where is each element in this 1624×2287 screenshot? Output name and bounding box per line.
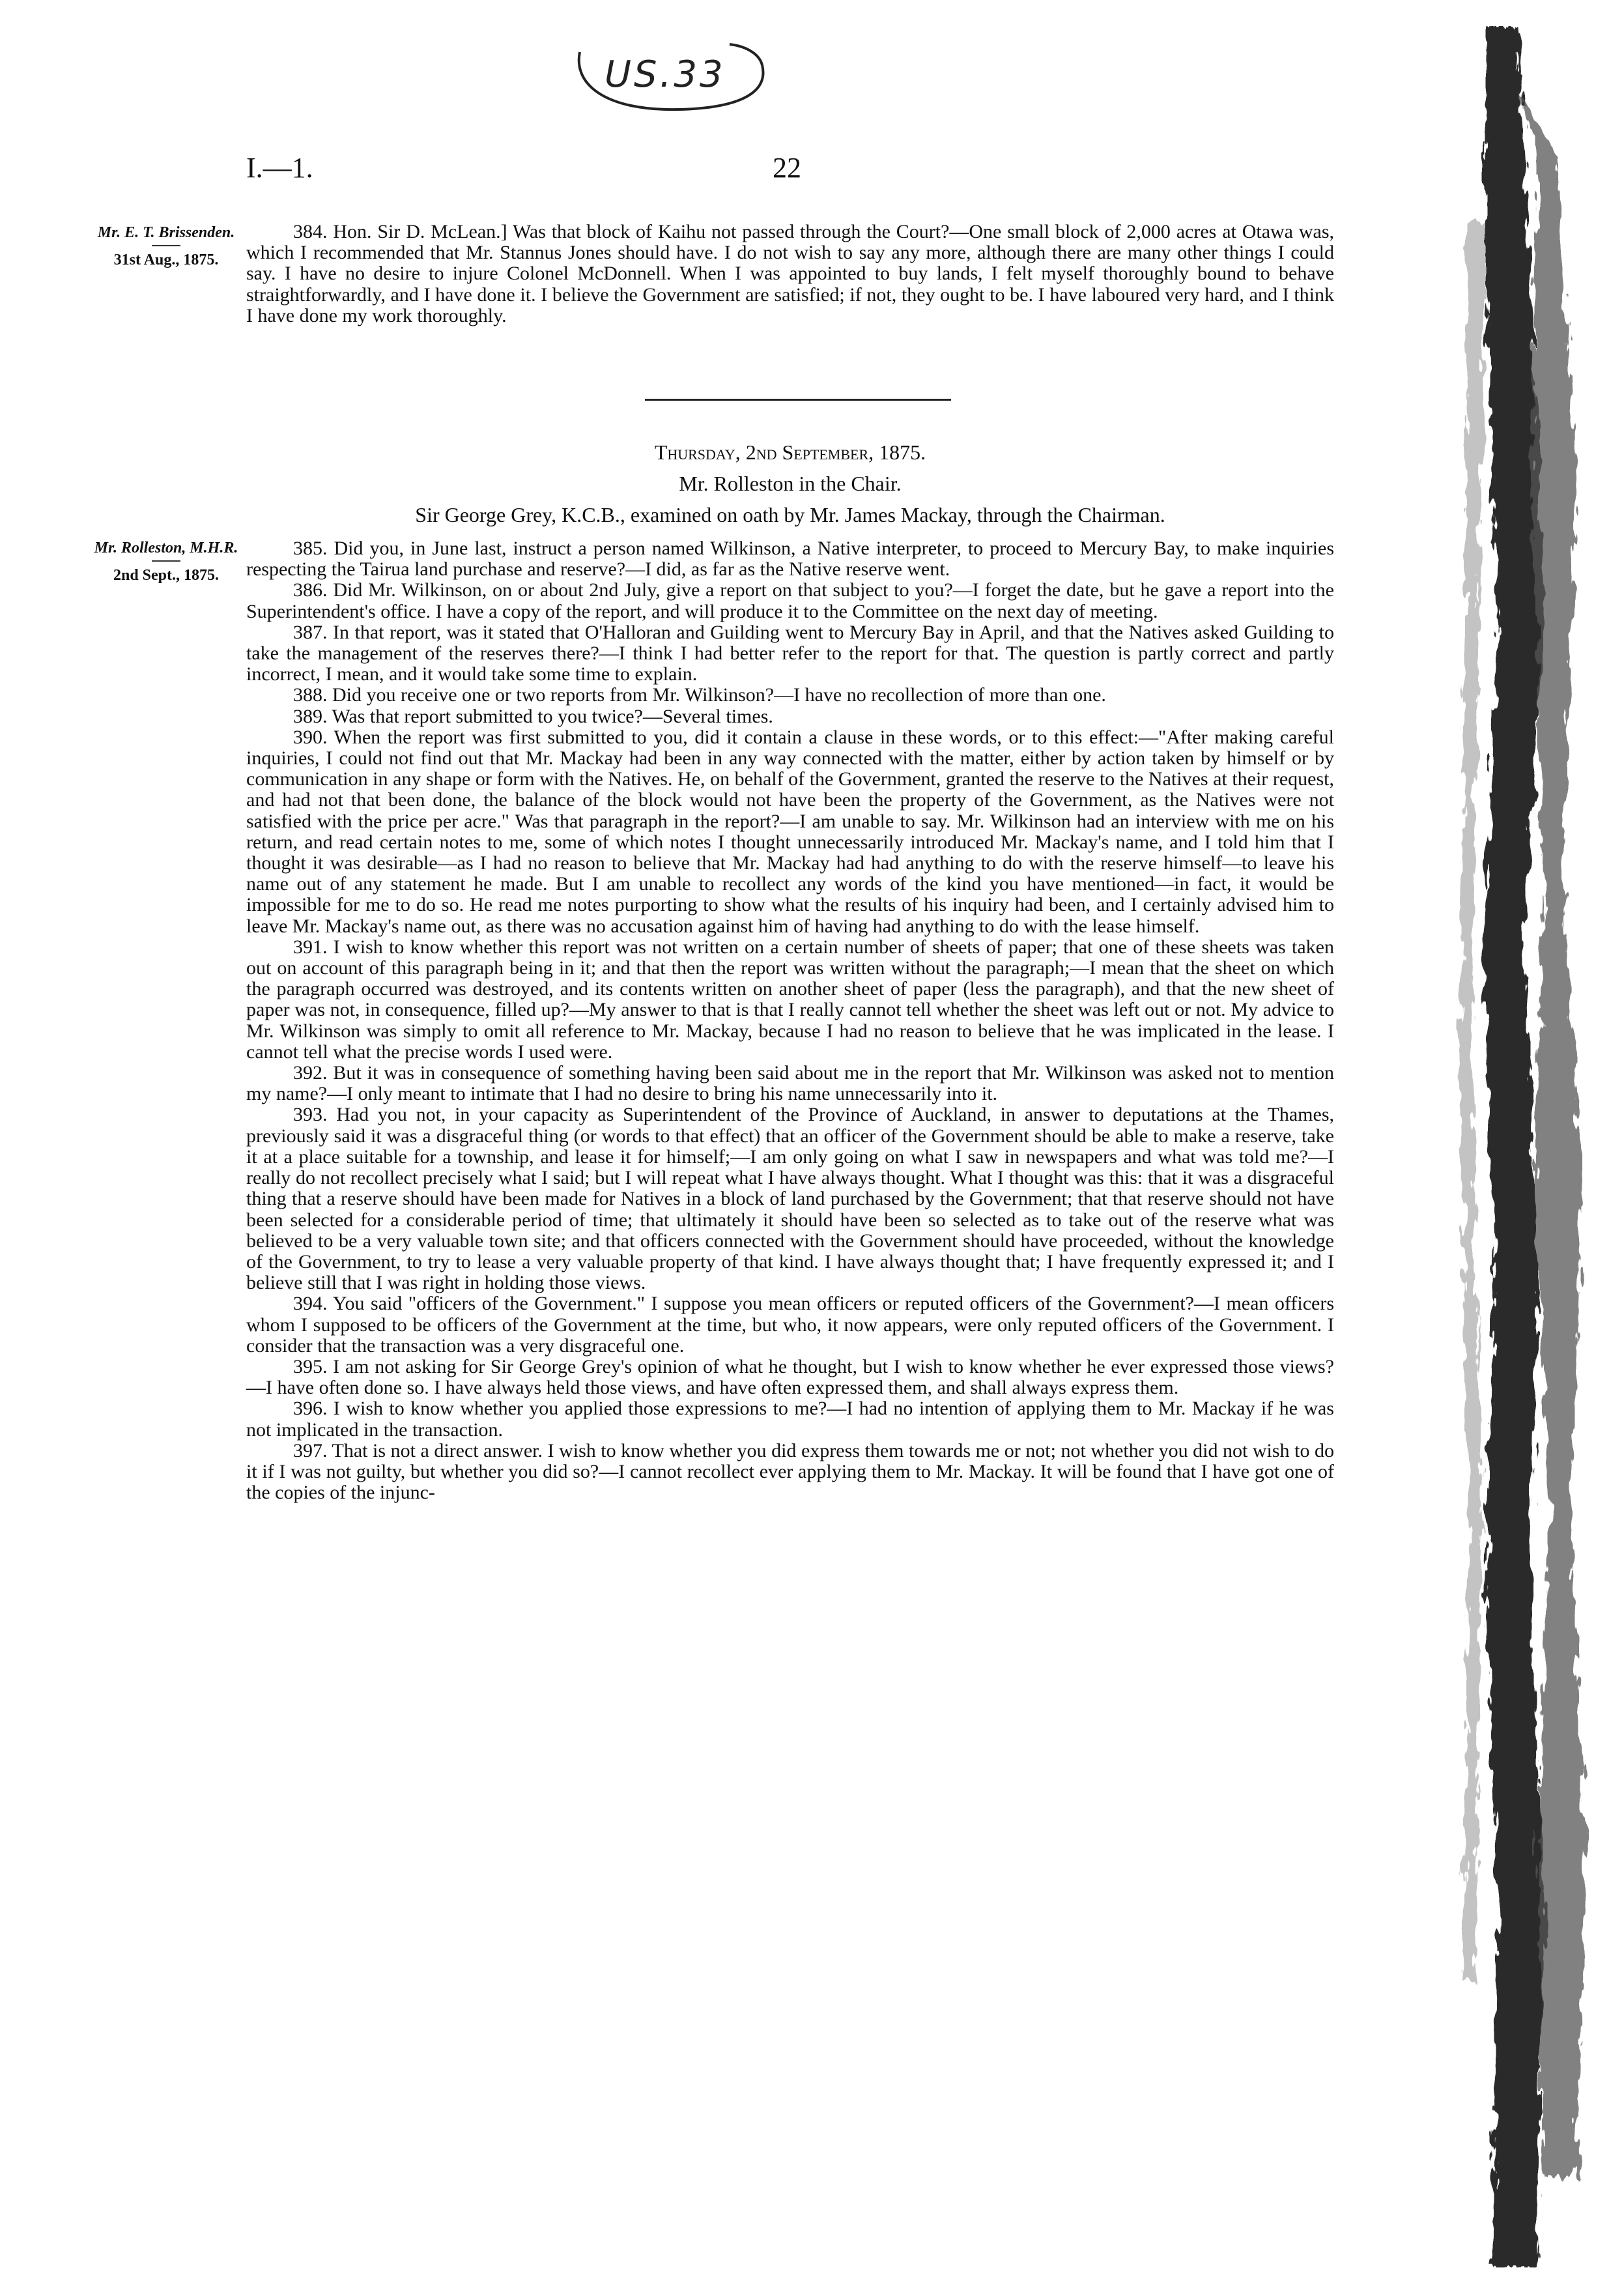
page-reference: I.—1.	[246, 152, 313, 184]
evidence-paragraph: 387. In that report, was it stated that O'Halloran and Guilding went to Mercury Bay in April, and that the Natives asked Guilding to take the management of the reserves there?—I think I had better refer to the report for that. The question is partly correct and partly incorrect, I mean, and it would take some time to explain.	[246, 621, 1334, 685]
section-divider	[645, 399, 951, 401]
evidence-paragraph: 384. Hon. Sir D. McLean.] Was that block of Kaihu not passed through the Court?—One small block of 2,000 acres at Otawa was, which I recommended that Mr. Stannus Jones should have. I do not wish to say any more, although there are many other things I could say. I have no desire to injure Colonel McDonnell. When I was appointed to buy lands, I felt myself thoroughly bound to behave straightforwardly, and I have done it. I believe the Government are satisfied; if not, they ought to be. I have laboured very hard, and I think I have done my work thoroughly.	[246, 221, 1334, 326]
evidence-paragraph: 393. Had you not, in your capacity as Superintendent of the Province of Auckland, in answer to deputations at the Thames, previously said it was a disgraceful thing (or words to that effect) that an officer of the Government should be able to make a reserve, take it at a place suitable for a township, and lease it for himself;—I am only going on what I saw in newspapers and what was told me?—I really do not recollect precisely what I said; but I will repeat what I have always thought. What I thought was this: that it was a disgraceful thing that a reserve should have been made for Natives in a block of land purchased by the Government; that that reserve should not have been selected for a considerable period of time; that ultimately it should have been so selected as to take out of the reserve what was believed to be a very valuable town site; and that officers connected with the Government should have proceeded, without the knowledge of the Government, to try to lease a very valuable property of that kind. I have always thought that; I have frequently expressed it; and I believe still that I was right in holding those views.	[246, 1104, 1334, 1294]
witness-line: Sir George Grey, K.C.B., examined on oath by Mr. James Mackay, through the Chairman.	[415, 503, 1165, 526]
evidence-paragraph: 395. I am not asking for Sir George Grey's opinion of what he thought, but I wish to know whether he ever expressed those views?—I have often done so. I have always held those views, and have often expressed them, and shall always express them.	[246, 1355, 1334, 1399]
margin-note-name: Mr. Rolleston, M.H.R.	[94, 539, 238, 556]
handwritten-note	[567, 39, 775, 117]
page-number: 22	[773, 152, 801, 184]
evidence-paragraph: 391. I wish to know whether this report was not written on a certain number of sheets of paper; that one of these sheets was taken out on account of this paragraph being in it; and that then the report was written without the paragraph;—I mean that the sheet on which the paragraph occurred was destroyed, and its contents written on another sheet of paper (less the paragraph), and that the new sheet of paper was not, in consequence, filled up?—My answer to that is that I really cannot tell whether the sheet was left out or not. My advice to Mr. Wilkinson was simply to omit all reference to Mr. Mackay, because I had no reason to believe that he was implicated in the lease. I cannot tell what the precise words I used were.	[246, 936, 1334, 1063]
margin-note-date: 31st Aug., 1875.	[113, 252, 219, 268]
evidence-paragraph: 388. Did you receive one or two reports from Mr. Wilkinson?—I have no recollection of more than one.	[293, 684, 1106, 706]
evidence-paragraph: 394. You said "officers of the Government." I suppose you mean officers or reputed officers of the Government?—I mean officers whom I supposed to be officers of the Government at the time, but who, it now appears, were only reputed officers of the Government. I consider that the transaction was a very disgraceful one.	[246, 1293, 1334, 1357]
evidence-paragraph: 390. When the report was first submitted to you, did it contain a clause in these words, or to this effect:—"After making careful inquiries, I could not find out that Mr. Mackay had been in any way connected with the matter, either by action taken by himself or by communication in any shape or form with the Natives. He, on behalf of the Government, granted the reserve to the Natives at their request, and had not that been done, the balance of the block would not have been the property of the Government, as the Natives were not satisfied with the price per acre." Was that paragraph in the report?—I am unable to say. Mr. Wilkinson had an interview with me on his return, and read certain notes to me, some of which notes I thought unnecessarily introduced Mr. Mackay's name, and I told him that I thought it was desirable—as I had no reason to believe that Mr. Mackay had had anything to do with the reserve himself—to leave his name out of any statement he made. But I am unable to recollect any words of the kind you have mentioned—in fact, it would be impossible for me to do so. He read me notes purporting to show what the results of his inquiry had been, and I certainly advised him to leave Mr. Mackay's name out, as there was no accusation against him of having had anything to do with the lease himself.	[246, 726, 1334, 937]
evidence-section-1	[246, 222, 1334, 326]
evidence-paragraph: 385. Did you, in June last, instruct a person named Wilkinson, a Native interpreter, to proceed to Mercury Bay, to make inquiries respecting the Tairua land purchase and reserve?—I did, as far as the Native reserve went.	[246, 538, 1334, 581]
margin-note-witness-1	[72, 223, 261, 270]
margin-note-rule	[152, 560, 180, 562]
evidence-section-2	[246, 538, 1334, 1503]
evidence-paragraph: 396. I wish to know whether you applied those expressions to me?—I had no intention of applying them to Mr. Mackay if he was not implicated in the transaction.	[246, 1398, 1334, 1441]
sitting-date-heading: Thursday, 2nd September, 1875.	[654, 440, 926, 464]
margin-note-name: Mr. E. T. Brissenden.	[97, 224, 235, 241]
evidence-paragraph: 389. Was that report submitted to you twice?—Several times.	[293, 705, 773, 727]
margin-note-rule	[152, 245, 180, 246]
margin-note-witness-2	[72, 538, 261, 585]
evidence-paragraph: 386. Did Mr. Wilkinson, on or about 2nd July, give a report on that subject to you?—I forget the date, but he gave a report into the Superintendent's office. I have a copy of the report, and will produce it to the Committee on the next day of meeting.	[246, 579, 1334, 622]
evidence-paragraph: 392. But it was in consequence of something having been said about me in the report that Mr. Wilkinson was asked not to mention my name?—I only meant to intimate that I had no desire to bring his name unnecessarily into it.	[246, 1062, 1334, 1105]
evidence-paragraph: 397. That is not a direct answer. I wish to know whether you did express them towards me or not; not whether you did not wish to do it if I was not guilty, but whether you did so?—I cannot recollect ever applying them to Mr. Mackay. It will be found that I have got one of the copies of the injunc-	[246, 1439, 1334, 1504]
page-binding-edge	[1446, 26, 1596, 2267]
handwritten-note-text: US.33	[605, 53, 726, 96]
chair-line: Mr. Rolleston in the Chair.	[679, 472, 902, 495]
margin-note-date: 2nd Sept., 1875.	[113, 567, 220, 584]
